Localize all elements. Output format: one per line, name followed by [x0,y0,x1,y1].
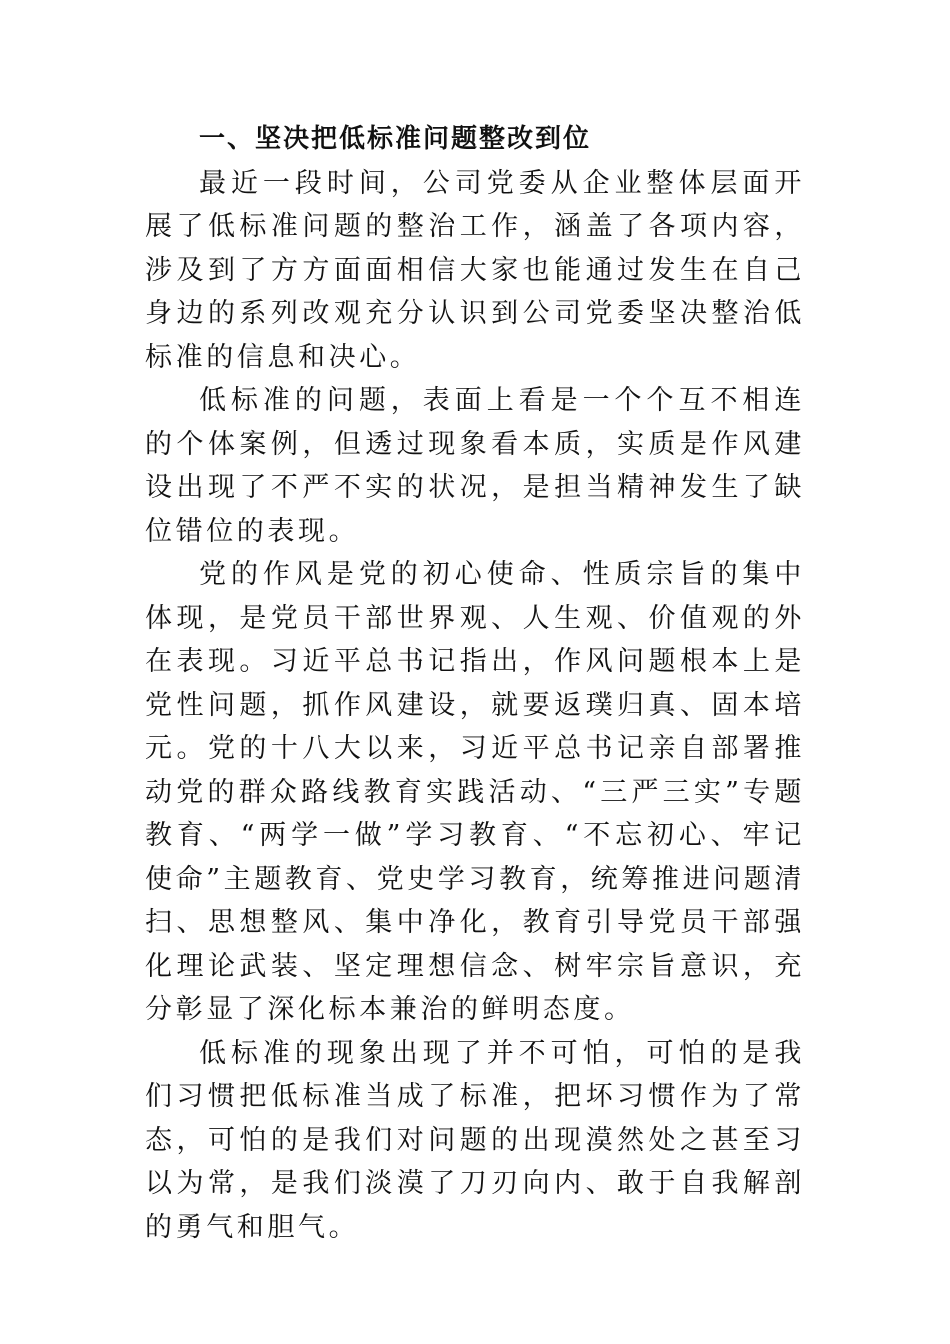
paragraph-4: 低标准的现象出现了并不可怕，可怕的是我们习惯把低标准当成了标准，把坏习惯作为了常态，可怕的是我们对问题的出现漠然处之甚至习以为常，是我们淡漠了刀刃向内、敢于自我解剖的勇气和胆气。 [145,1037,805,1243]
document-body [145,118,805,1249]
section-heading: 一、坚决把低标准问题整改到位 [199,124,592,154]
paragraph-3: 党的作风是党的初心使命、性质宗旨的集中体现，是党员干部世界观、人生观、价值观的外在表现。习近平总书记指出，作风问题根本上是党性问题，抓作风建设，就要返璞归真、固本培元。党的十八大以来，习近平总书记亲自部署推动党的群众路线教育实践活动、“三严三实”专题教育、“两学一做”学习教育、“不忘初心、牢记使命”主题教育、党史学习教育，统筹推进问题清扫、思想整风、集中净化，教育引导党员干部强化理论武装、坚定理想信念、树牢宗旨意识，充分彰显了深化标本兼治的鲜明态度。 [145,559,806,1025]
paragraph-1: 最近一段时间，公司党委从企业整体层面开展了低标准问题的整治工作，涵盖了各项内容，涉及到了方方面面相信大家也能通过发生在自己身边的系列改观充分认识到公司党委坚决整治低标准的信息和决心。 [145,167,805,373]
paragraph-2: 低标准的问题，表面上看是一个个互不相连的个体案例，但透过现象看本质，实质是作风建设出现了不严不实的状况，是担当精神发生了缺位错位的表现。 [145,385,805,547]
